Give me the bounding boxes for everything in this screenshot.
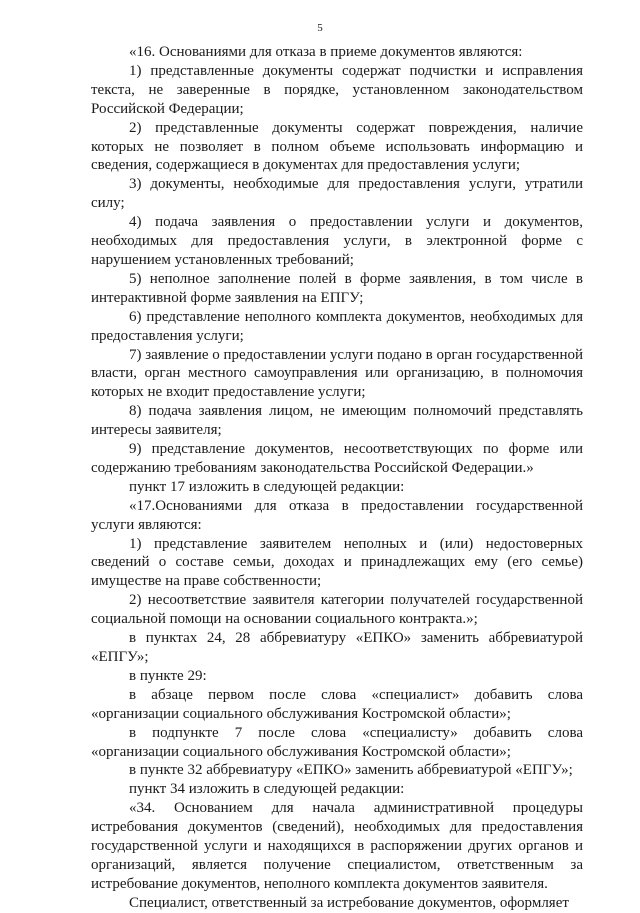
paragraph-16-item-1: 1) представленные документы содержат подчистки и исправления текста, не заверенные в порядке, установленном законодательством Российской Федерации; bbox=[91, 62, 583, 117]
paragraph-34-instruction: пункт 34 изложить в следующей редакции: bbox=[129, 781, 405, 798]
paragraph-17-heading: «17.Основаниями для отказа в предоставлении государственной услуги являются: bbox=[91, 497, 583, 533]
paragraph-16-item-2: 2) представленные документы содержат повреждения, наличие которых не позволяет в полном объеме использовать информацию и сведения, содержащиеся в документах для предоставления услуги; bbox=[91, 119, 583, 174]
paragraph-34-continuation: Специалист, ответственный за истребование документов, оформляет bbox=[129, 894, 569, 911]
paragraph-16-item-3: 3) документы, необходимые для предоставления услуги, утратили силу; bbox=[91, 176, 583, 212]
paragraph-16-item-9: 9) представление документов, несоответствующих по форме или содержанию требованиям законодательства Российской Федерации.» bbox=[91, 441, 583, 476]
paragraph-16-heading: «16. Основаниями для отказа в приеме документов являются: bbox=[129, 44, 523, 60]
paragraph-29-subitem-7: в подпункте 7 после слова «специалисту» добавить слова «организации социального обслуживания Костромской области»; bbox=[91, 724, 583, 760]
paragraph-24-28-amendment: в пунктах 24, 28 аббревиатуру «ЕПКО» заменить аббревиатурой «ЕПГУ»; bbox=[91, 630, 583, 665]
paragraph-29-first-abzac: в абзаце первом после слова «специалист» добавить слова «организации социального обслуживания Костромской области»; bbox=[91, 686, 583, 722]
paragraph-16-item-5: 5) неполное заполнение полей в форме заявления, в том числе в интерактивной форме заявления на ЕПГУ; bbox=[91, 270, 583, 306]
paragraph-16-item-6: 6) представление неполного комплекта документов, необходимых для предоставления услуги; bbox=[91, 308, 583, 344]
paragraph-17-item-2: 2) несоответствие заявителя категории получателей государственной социальной помощи на основании социального контракта.»; bbox=[91, 592, 583, 628]
page-number: 5 bbox=[317, 22, 323, 34]
paragraph-34-text: «34. Основанием для начала административной процедуры истребования документов (сведений), необходимых для предоставления государственной услуги и находящихся в распоряжении других органов и организаций, является получение специалистом, ответственным за истребование документов, неполного комплекта документов заявителя. bbox=[91, 800, 583, 892]
paragraph-16-item-7: 7) заявление о предоставлении услуги подано в орган государственной власти, орган местного самоуправления или организацию, в полномочия которых не входит предоставление услуги; bbox=[91, 346, 583, 401]
paragraph-16-item-8: 8) подача заявления лицом, не имеющим полномочий представлять интересы заявителя; bbox=[91, 403, 583, 439]
paragraph-32-amendment: в пункте 32 аббревиатуру «ЕПКО» заменить аббревиатурой «ЕПГУ»; bbox=[129, 762, 573, 779]
paragraph-17-item-1: 1) представление заявителем неполных и (или) недостоверных сведений о составе семьи, доходах и принадлежащих ему (его семье) имуществе на праве собственности; bbox=[91, 535, 583, 590]
paragraph-29-heading: в пункте 29: bbox=[129, 667, 207, 684]
document-body bbox=[91, 43, 583, 913]
paragraph-17-instruction: пункт 17 изложить в следующей редакции: bbox=[129, 478, 405, 495]
paragraph-16-item-4: 4) подача заявления о предоставлении услуги и документов, необходимых для предоставления услуги, в электронной форме с нарушением установленных требований; bbox=[91, 214, 583, 268]
